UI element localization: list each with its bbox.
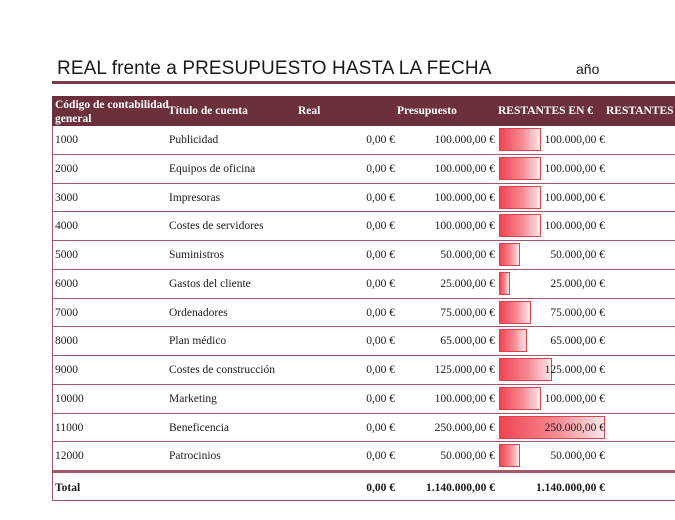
table-row[interactable]: [52, 356, 675, 385]
budget-table: [52, 96, 675, 501]
budget-amount: 125.000,00 €: [434, 364, 495, 376]
real-amount: 0,00 €: [366, 450, 395, 463]
remaining-amount: 50.000,00 €: [550, 249, 605, 261]
table-row[interactable]: [52, 299, 675, 328]
account-code: 11000: [55, 421, 84, 434]
account-code: 8000: [55, 335, 78, 348]
account-title: Costes de servidores: [169, 220, 264, 233]
budget-amount: 100.000,00 €: [434, 191, 495, 204]
account-title: Patrocinios: [169, 450, 221, 463]
title-divider: [52, 81, 675, 84]
budget-amount: 65.000,00 €: [440, 335, 495, 348]
real-amount: 0,00 €: [366, 306, 395, 319]
budget-amount: 100.000,00 €: [434, 134, 495, 146]
account-title: Ordenadores: [169, 306, 228, 319]
table-row[interactable]: [52, 155, 675, 184]
account-code: 12000: [55, 450, 84, 463]
account-title: Marketing: [169, 392, 217, 405]
account-code: 7000: [55, 306, 78, 319]
remaining-amount: 50.000,00 €: [550, 450, 605, 463]
header-remaining-eur[interactable]: RESTANTES EN €: [498, 105, 594, 117]
year-label: año: [576, 61, 600, 77]
table-row[interactable]: [52, 414, 675, 443]
table-row[interactable]: [52, 126, 675, 155]
header-budget[interactable]: Presupuesto: [397, 105, 457, 117]
table-row[interactable]: [52, 385, 675, 414]
account-code: 2000: [55, 162, 78, 175]
real-amount: 0,00 €: [366, 220, 395, 233]
real-amount: 0,00 €: [366, 249, 395, 261]
account-title: Impresoras: [169, 191, 221, 204]
header-code-line2: general: [55, 113, 92, 125]
budget-amount: 100.000,00 €: [434, 392, 495, 405]
page-title: REAL frente a PRESUPUESTO HASTA LA FECHA: [57, 58, 492, 79]
total-label: Total: [55, 482, 81, 494]
total-row: [52, 471, 675, 501]
real-amount: 0,00 €: [366, 364, 395, 376]
account-code: 10000: [55, 392, 84, 405]
account-title: Beneficencia: [169, 421, 230, 434]
table-row[interactable]: [52, 327, 675, 356]
real-amount: 0,00 €: [366, 335, 395, 348]
account-code: 1000: [55, 134, 78, 146]
account-code: 6000: [55, 277, 78, 290]
account-code: 9000: [55, 364, 78, 376]
budget-amount: 50.000,00 €: [440, 249, 495, 261]
header-code[interactable]: [55, 98, 169, 126]
table-row[interactable]: [52, 212, 675, 241]
remaining-amount: 100.000,00 €: [544, 392, 605, 405]
remaining-amount: 100.000,00 €: [544, 191, 605, 204]
table-row[interactable]: [52, 184, 675, 213]
header-remaining[interactable]: RESTANTES: [606, 105, 674, 117]
account-title: Publicidad: [169, 134, 219, 146]
remaining-amount: 25.000,00 €: [550, 277, 605, 290]
table-row[interactable]: [52, 442, 675, 471]
remaining-amount: 100.000,00 €: [544, 134, 605, 146]
total-remaining: 1.140.000,00 €: [536, 482, 605, 494]
remaining-amount: 100.000,00 €: [544, 220, 605, 233]
budget-amount: 100.000,00 €: [434, 162, 495, 175]
table-body: [52, 126, 675, 471]
account-code: 4000: [55, 220, 78, 233]
remaining-amount: 65.000,00 €: [550, 335, 605, 348]
account-code: 3000: [55, 191, 78, 204]
header-real[interactable]: Real: [298, 105, 321, 117]
account-title: Equipos de oficina: [169, 162, 256, 175]
account-title: Suministros: [169, 249, 224, 261]
remaining-amount: 75.000,00 €: [550, 306, 605, 319]
budget-amount: 100.000,00 €: [434, 220, 495, 233]
real-amount: 0,00 €: [366, 191, 395, 204]
budget-amount: 50.000,00 €: [440, 450, 495, 463]
budget-amount: 25.000,00 €: [440, 277, 495, 290]
real-amount: 0,00 €: [366, 134, 395, 146]
budget-amount: 250.000,00 €: [434, 421, 495, 434]
budget-amount: 75.000,00 €: [440, 306, 495, 319]
total-real: 0,00 €: [366, 482, 395, 494]
header-account[interactable]: Título de cuenta: [168, 105, 248, 117]
real-amount: 0,00 €: [366, 421, 395, 434]
account-code: 5000: [55, 249, 78, 261]
remaining-amount: 100.000,00 €: [544, 162, 605, 175]
table-row[interactable]: [52, 270, 675, 299]
header-code-line1: Código de contabilidad: [55, 99, 169, 111]
remaining-amount: 250.000,00 €: [544, 421, 605, 434]
account-title: Gastos del cliente: [169, 277, 251, 290]
real-amount: 0,00 €: [366, 392, 395, 405]
account-title: Costes de construcción: [169, 364, 276, 376]
total-budget: 1.140.000,00 €: [426, 482, 495, 494]
real-amount: 0,00 €: [366, 162, 395, 175]
table-header: [52, 96, 675, 126]
real-amount: 0,00 €: [366, 277, 395, 290]
account-title: Plan médico: [169, 335, 227, 348]
table-row[interactable]: [52, 241, 675, 270]
remaining-amount: 125.000,00 €: [544, 364, 605, 376]
